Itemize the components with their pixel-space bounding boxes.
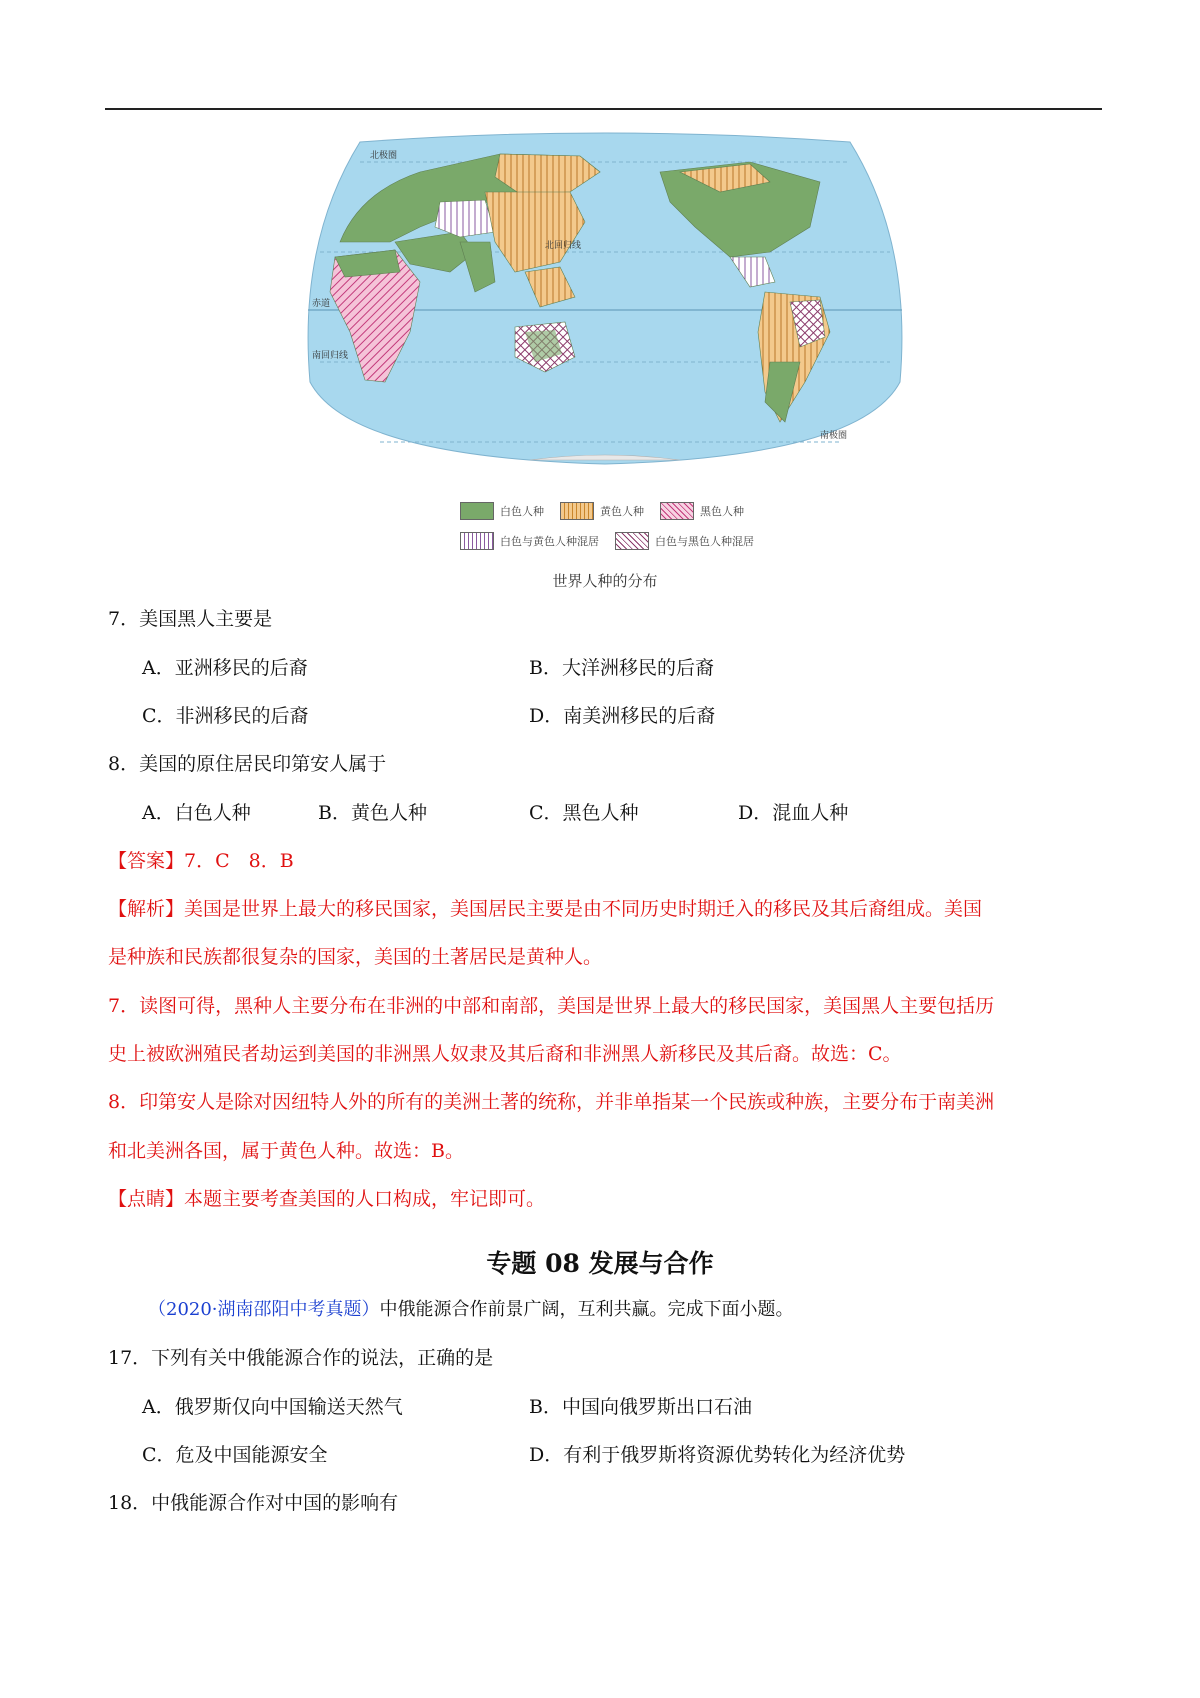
legend-black <box>660 502 744 520</box>
legend-swatch-white-black <box>615 532 649 550</box>
legend-swatch-yellow <box>560 502 594 520</box>
q7-option-a: A．亚洲移民的后裔 <box>142 657 308 679</box>
tip-line: 【点睛】本题主要考查美国的人口构成，牢记即可。 <box>108 1188 546 1210</box>
legend-yellow <box>560 502 644 520</box>
map-caption: 世界人种的分布 <box>552 572 658 590</box>
legend-swatch-black <box>660 502 694 520</box>
map-graphic <box>300 132 910 472</box>
equator-label: 赤道 <box>312 299 331 309</box>
analysis-q7-line-1: 7．读图可得，黑种人主要分布在非洲的中部和南部，美国是世界上最大的移民国家，美国黑人主要包括历 <box>108 995 995 1017</box>
q8-option-b: B．黄色人种 <box>318 802 427 824</box>
legend-label: 黑色人种 <box>700 505 744 518</box>
q7-option-b: B．大洋洲移民的后裔 <box>529 657 714 679</box>
tropic-capricorn-label: 南回归线 <box>312 351 349 361</box>
q17-option-b: B．中国向俄罗斯出口石油 <box>529 1396 752 1418</box>
q17-stem: 17．下列有关中俄能源合作的说法，正确的是 <box>108 1347 494 1369</box>
q7-option-c: C．非洲移民的后裔 <box>142 705 309 727</box>
legend-label: 白色人种 <box>500 505 544 518</box>
legend-label: 白色与黄色人种混居 <box>500 535 599 548</box>
intro-line <box>148 1297 794 1323</box>
antarctic-label: 南极圈 <box>820 431 848 441</box>
intro-text: 中俄能源合作前景广阔，互利共赢。完成下面小题。 <box>379 1299 794 1320</box>
q8-option-a: A．白色人种 <box>142 802 251 824</box>
q7-stem: 7．美国黑人主要是 <box>108 608 273 630</box>
arctic-label: 北极圈 <box>370 151 398 161</box>
legend-label: 白色与黑色人种混居 <box>655 535 754 548</box>
map-legend <box>460 496 860 556</box>
tropic-cancer-label: 北回归线 <box>545 241 582 251</box>
analysis-q8-line-1: 8．印第安人是除对因纽特人外的所有的美洲土著的统称，并非单指某一个民族或种族，主要分布于南美洲 <box>108 1091 995 1113</box>
legend-label: 黄色人种 <box>600 505 644 518</box>
top-rule <box>105 108 1102 110</box>
legend-swatch-white-yellow <box>460 532 494 550</box>
legend-swatch-white <box>460 502 494 520</box>
section-title: 专题 08 发展与合作 <box>486 1249 714 1278</box>
legend-white-black <box>615 532 754 550</box>
q8-option-d: D．混血人种 <box>738 802 849 824</box>
world-race-map <box>300 132 910 592</box>
q17-option-c: C．危及中国能源安全 <box>142 1444 328 1466</box>
legend-white <box>460 502 544 520</box>
intro-source: （2020·湖南邵阳中考真题） <box>148 1299 380 1320</box>
analysis-q8-line-2: 和北美洲各国，属于黄色人种。故选：B。 <box>108 1140 464 1162</box>
q17-option-d: D．有利于俄罗斯将资源优势转化为经济优势 <box>529 1444 906 1466</box>
q17-option-a: A．俄罗斯仅向中国输送天然气 <box>142 1396 403 1418</box>
answer-line: 【答案】7．C 8．B <box>108 850 294 872</box>
analysis-q7-line-2: 史上被欧洲殖民者劫运到美国的非洲黑人奴隶及其后裔和非洲黑人新移民及其后裔。故选：C。 <box>108 1043 902 1065</box>
q8-option-c: C．黑色人种 <box>529 802 639 824</box>
q7-option-d: D．南美洲移民的后裔 <box>529 705 716 727</box>
q18-stem: 18．中俄能源合作对中国的影响有 <box>108 1492 399 1514</box>
analysis-line-1: 【解析】美国是世界上最大的移民国家，美国居民主要是由不同历史时期迁入的移民及其后裔组成。美国 <box>108 898 983 920</box>
legend-white-yellow <box>460 532 599 550</box>
analysis-line-2: 是种族和民族都很复杂的国家，美国的土著居民是黄种人。 <box>108 946 603 968</box>
q8-stem: 8．美国的原住居民印第安人属于 <box>108 753 387 775</box>
